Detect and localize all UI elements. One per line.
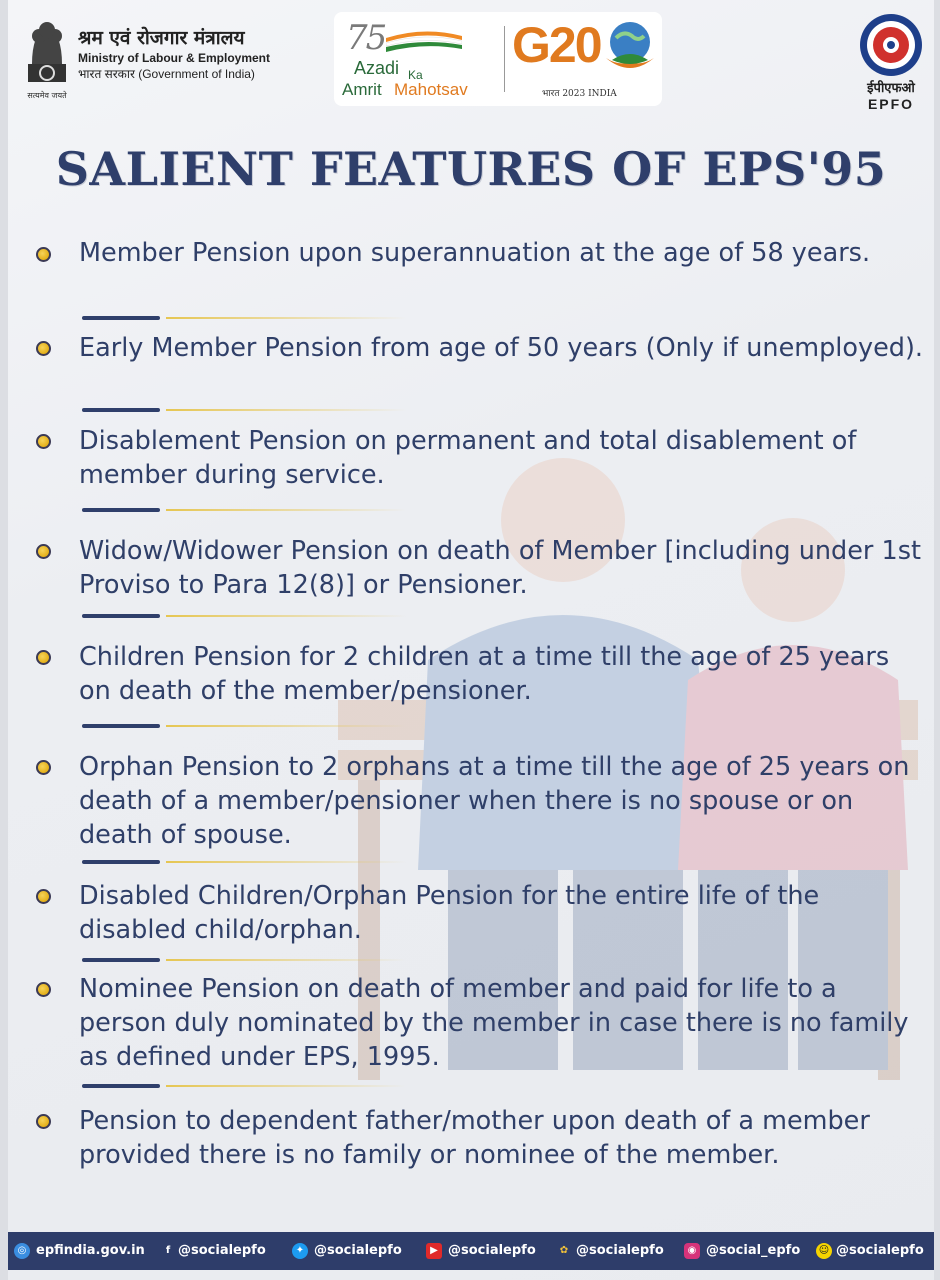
feature-text: Widow/Widower Pension on death of Member [including under 1st Proviso to Para 12(8)] or Pensioner. <box>79 536 921 600</box>
feature-text: Pension to dependent father/mother upon death of a member provided there is no family or nominee of the member. <box>79 1106 870 1170</box>
government-of-india: भारत सरकार (Government of India) <box>78 67 255 81</box>
separator <box>82 316 402 320</box>
koo-link[interactable]: @socialepfo <box>576 1243 664 1258</box>
bullet-icon <box>36 544 51 559</box>
ministry-english: Ministry of Labour & Employment <box>78 51 271 65</box>
azadi-word: Azadi <box>354 58 400 78</box>
emblem-motto: सत्यमेव जयते <box>27 91 67 100</box>
bullet-icon <box>36 889 51 904</box>
feature-text: Member Pension upon superannuation at the age of 58 years. <box>79 238 871 268</box>
social-footer <box>8 1232 934 1270</box>
snapchat-icon: ☺ <box>816 1243 832 1259</box>
separator <box>82 958 402 962</box>
facebook-icon: f <box>165 1245 171 1256</box>
epfo-hindi: ईपीएफओ <box>867 81 915 96</box>
bullet-icon <box>36 434 51 449</box>
azadi-ka-word: Ka <box>408 68 423 82</box>
feature-text: Children Pension for 2 children at a time till the age of 25 years on death of the member/pensioner. <box>79 642 890 706</box>
bullet-icon <box>36 760 51 775</box>
bullet-icon <box>36 247 51 262</box>
feature-text: Nominee Pension on death of member and paid for life to a person duly nominated by the member in case there is no family as defined under EPS, 1995. <box>79 974 909 1072</box>
feature-text: Early Member Pension from age of 50 years (Only if unemployed). <box>79 333 924 363</box>
youtube-link[interactable]: @socialepfo <box>448 1243 536 1258</box>
separator <box>82 508 402 512</box>
separator <box>82 1084 402 1088</box>
snapchat-link[interactable]: @socialepfo <box>836 1243 924 1258</box>
globe-icon: ◎ <box>14 1243 30 1259</box>
azadi-75: 75 <box>346 18 386 58</box>
features-list <box>8 0 934 1280</box>
amrit-word: Amrit <box>342 80 382 99</box>
separator <box>82 724 402 728</box>
bullet-icon <box>36 650 51 665</box>
mahotsav-word: Mahotsav <box>394 80 468 99</box>
instagram-icon: ◉ <box>684 1243 700 1259</box>
feature-text: Disabled Children/Orphan Pension for the entire life of the disabled child/orphan. <box>79 881 820 945</box>
separator <box>82 408 402 412</box>
page-title: SALIENT FEATURES OF EPS'95 <box>55 142 887 196</box>
poster <box>8 0 934 1280</box>
epfo-english: EPFO <box>867 96 915 112</box>
bullet-icon <box>36 1114 51 1129</box>
bullet-icon <box>36 982 51 997</box>
website-link[interactable]: epfindia.gov.in <box>36 1243 145 1258</box>
twitter-link[interactable]: @socialepfo <box>314 1243 402 1258</box>
feature-text: Disablement Pension on permanent and total disablement of member during service. <box>79 426 857 490</box>
koo-icon: ✿ <box>559 1245 569 1256</box>
g20-text: G20 <box>512 17 601 73</box>
instagram-link[interactable]: @social_epfo <box>706 1243 801 1258</box>
facebook-link[interactable]: @socialepfo <box>178 1243 266 1258</box>
bullet-icon <box>36 341 51 356</box>
youtube-icon: ▶ <box>426 1243 442 1259</box>
separator <box>82 614 402 618</box>
ministry-hindi: श्रम एवं रोजगार मंत्रालय <box>78 27 245 49</box>
feature-text: Orphan Pension to 2 orphans at a time till the age of 25 years on death of a member/pensioner when there is no spouse or on death of spouse. <box>79 752 910 850</box>
separator <box>82 860 402 864</box>
twitter-icon: ✦ <box>292 1243 308 1259</box>
g20-subtitle: भारत 2023 INDIA <box>542 89 617 99</box>
